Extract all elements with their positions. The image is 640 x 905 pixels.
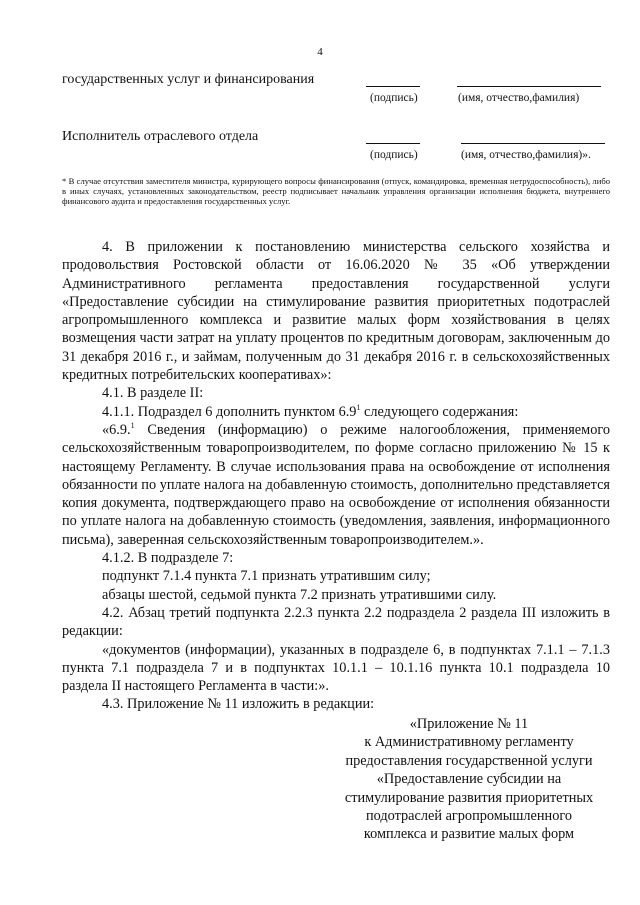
paragraph-4-1-2-item-2: абзацы шестой, седьмой пункта 7.2 признать утратившими силу. — [102, 586, 497, 603]
appendix-header — [328, 715, 610, 844]
appendix-line: комплекса и развитие малых форм — [363, 826, 575, 843]
paragraph-text: «6.9. — [102, 421, 131, 438]
appendix-line: стимулирование развития приоритетных — [344, 789, 594, 806]
paragraph-text: Сведения (информацию) о режиме налогообложения, применяемого сельскохозяйственным товаропроизводителем, по форме согласно приложению № 15 к настоящему Регламенту. В случае использования права на освобождение от исполнения обязанности по уплате налога на добавленную стоимость, дополнительно представляется копия документа, подтверждающего право на освобождение от исполнения обязанности по уплате налога на добавленную стоимость (уведомления, заявления, информационного письма), заверенная сельскохозяйственным товаропроизводителем.». — [62, 421, 610, 548]
paragraph-4-2: 4.2. Абзац третий подпункта 2.2.3 пункта 2.2 подраздела 2 раздела III изложить в редакции: — [62, 604, 610, 640]
appendix-line: «Предоставление субсидии на — [376, 771, 562, 788]
paragraph-4-1-1 — [62, 403, 610, 421]
signature-line — [366, 143, 420, 144]
signature-line — [366, 86, 420, 87]
quoted-clause-6-9-1 — [62, 421, 610, 549]
superscript: 1 — [356, 402, 361, 412]
signature-row-finance — [62, 72, 606, 112]
signature-row-executor — [62, 129, 606, 169]
name-caption: (имя, отчество,фамилия) — [458, 92, 580, 104]
appendix-line: к Административному регламенту — [364, 734, 574, 751]
signature-caption: (подпись) — [370, 149, 418, 161]
superscript: 1 — [130, 420, 135, 430]
appendix-line: «Приложение № 11 — [409, 716, 529, 732]
paragraph-text: следующего содержания: — [360, 403, 519, 420]
paragraph-4: 4. В приложении к постановлению министерства сельского хозяйства и продовольствия Ростовской области от 16.06.2020 № 35 «Об утверждении Административного регламента предоставления государственной услуги «Предоставление субсидии на стимулирование развития приоритетных подотраслей агропромышленного комплекса и развитие малых форм хозяйствования в целях возмещения части затрат на уплату процентов по кредитным договорам, заключенным до 31 декабря 2016 г., и займам, полученным до 31 декабря 2016 г. в сельскохозяйственных кредитных потребительских кооперативах»: — [62, 239, 610, 384]
paragraph-4-3: 4.3. Приложение № 11 изложить в редакции: — [102, 696, 375, 713]
document-body — [62, 238, 610, 714]
paragraph-4-1: 4.1. В разделе II: — [102, 385, 204, 402]
signature-label: Исполнитель отраслевого отдела — [62, 129, 259, 144]
signature-label: государственных услуг и финансирования — [62, 72, 315, 87]
name-caption: (имя, отчество,фамилия)». — [461, 149, 591, 161]
quoted-clause-4-2: «документов (информации), указанных в подразделе 6, в подпунктах 7.1.1 – 7.1.3 пункта 7.1 подраздела 7 и в подпунктах 10.1.1 – 10.1.16 пункта 10.1 подраздела 10 раздела II настоящего Регламента в части:». — [62, 641, 610, 695]
paragraph-4-1-2-item-1: подпункт 7.1.4 пункта 7.1 признать утратившим силу; — [102, 568, 431, 585]
name-line — [457, 86, 601, 87]
page-number: 4 — [317, 46, 323, 58]
paragraph-text: 4.1.1. Подраздел 6 дополнить пунктом 6.9 — [102, 403, 357, 420]
appendix-line: предоставления государственной услуги — [345, 752, 593, 769]
signature-caption: (подпись) — [370, 92, 418, 104]
name-line — [461, 143, 605, 144]
appendix-line: подотраслей агропромышленного — [365, 808, 573, 825]
footnote: * В случае отсутствия заместителя министра, курирующего вопросы финансирования (отпуск, командировка, временная нетрудоспособность), либо в иных случаях, установленных законодательством, реестр подписывает начальник управления организации исполнения бюджета, внутреннего финансового аудита и предоставления государственных услуг. — [62, 176, 610, 206]
paragraph-4-1-2: 4.1.2. В подразделе 7: — [102, 550, 234, 567]
